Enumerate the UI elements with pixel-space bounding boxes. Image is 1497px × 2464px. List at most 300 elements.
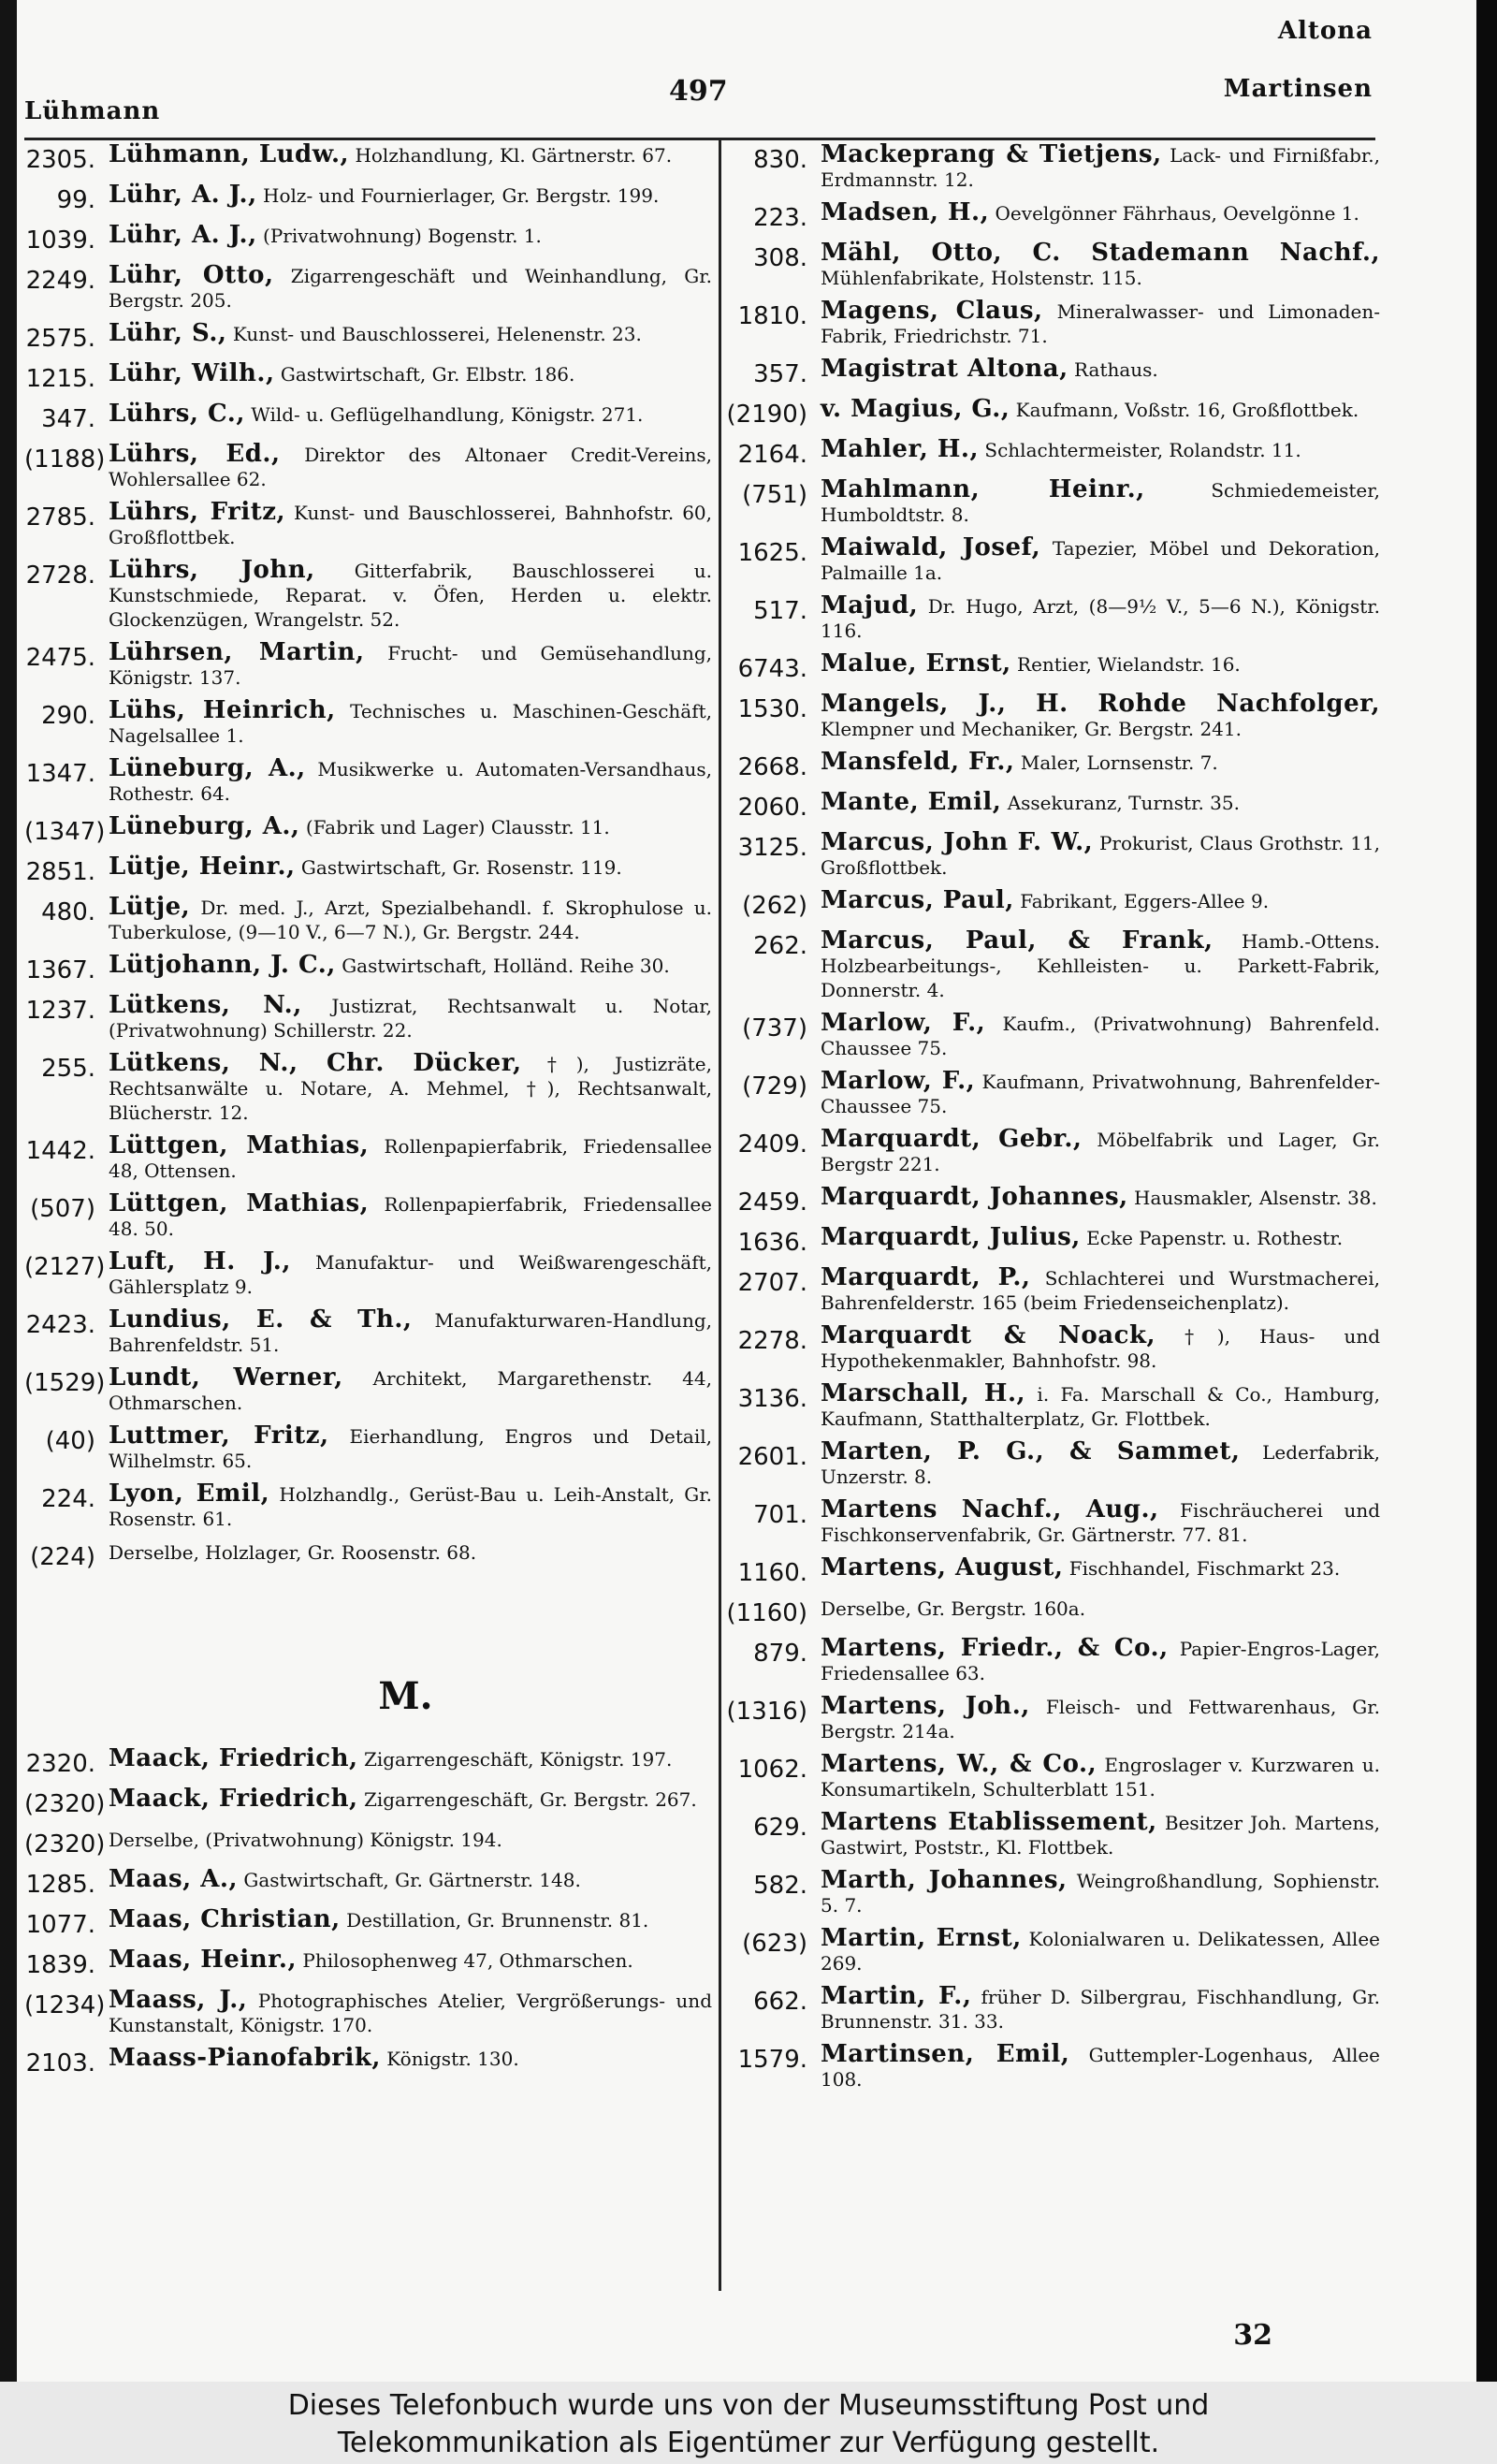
subscriber-name: Maas, Christian, xyxy=(109,1905,341,1933)
entry-text xyxy=(821,1555,1380,1581)
entry-text xyxy=(109,361,712,386)
archive-notice-line-1: Dieses Telefonbuch wurde uns von der Museumsstiftung Post und xyxy=(287,2389,1210,2422)
subscriber-details: (Fabrik und Lager) Clausstr. 11. xyxy=(305,816,610,838)
phone-number: 3136. xyxy=(737,1385,807,1413)
subscriber-name: Marlow, F., xyxy=(821,1009,986,1037)
entry-text xyxy=(109,1786,712,1812)
subscriber-name: Martens, Friedr., & Co., xyxy=(821,1634,1169,1662)
entry-text xyxy=(821,1439,1380,1489)
entry-text xyxy=(109,1249,712,1299)
entry-text xyxy=(821,1225,1380,1250)
directory-entry xyxy=(24,1786,712,1818)
directory-entry xyxy=(725,1752,1380,1801)
subscriber-name: Lütkens, N., xyxy=(109,991,302,1019)
archive-notice xyxy=(0,2382,1497,2464)
directory-entry xyxy=(725,1323,1380,1373)
phone-number: (1160) xyxy=(726,1599,807,1627)
phone-number: 2409. xyxy=(737,1130,807,1159)
directory-entry xyxy=(24,142,712,174)
subscriber-details: Fleisch- und Fettwarenhaus, Gr. Bergstr. 214a. xyxy=(821,1696,1380,1742)
phone-number: (1529) xyxy=(24,1369,106,1397)
subscriber-name: Madsen, H., xyxy=(821,198,990,226)
subscriber-details: Maler, Lornsenstr. 7. xyxy=(1020,751,1218,774)
directory-entry xyxy=(24,756,712,806)
subscriber-details: Kolonialwaren u. Delikatessen, Allee 269. xyxy=(821,1928,1381,1975)
subscriber-details: Fabrikant, Eggers-Allee 9. xyxy=(1020,890,1270,912)
subscriber-name: Martens, Joh., xyxy=(821,1692,1030,1720)
subscriber-name: Maass-Pianofabrik, xyxy=(109,2044,381,2072)
subscriber-details: Besitzer Joh. Martens, Gastwirt, Poststr., Kl. Flottbek. xyxy=(821,1812,1381,1859)
phone-number: (224) xyxy=(30,1543,95,1571)
entry-text xyxy=(109,2046,712,2071)
column-divider xyxy=(719,139,721,2291)
directory-entry xyxy=(24,1191,712,1241)
entry-text xyxy=(109,854,712,880)
entry-text xyxy=(821,2042,1380,2092)
subscriber-details: Assekuranz, Turnstr. 35. xyxy=(1007,792,1240,814)
entry-text xyxy=(109,1423,712,1473)
phone-number: (2320) xyxy=(24,1790,106,1818)
directory-entry xyxy=(725,477,1380,527)
entry-text xyxy=(109,1827,712,1852)
subscriber-details: Ecke Papenstr. u. Rothestr. xyxy=(1086,1227,1344,1249)
entry-text xyxy=(109,1307,712,1357)
subscriber-name: Luft, H. J., xyxy=(109,1247,291,1276)
subscriber-name: Luttmer, Fritz, xyxy=(109,1422,329,1450)
entry-text xyxy=(821,790,1380,815)
subscriber-name: Martens Etablissement, xyxy=(821,1808,1157,1836)
subscriber-name: Lütkens, N., Chr. Dücker, xyxy=(109,1049,522,1077)
phone-number: 2601. xyxy=(737,1443,807,1471)
subscriber-details: Rollenpapierfabrik, Friedensallee 48, Ottensen. xyxy=(109,1135,713,1182)
subscriber-details: Papier-Engros-Lager, Friedensallee 63. xyxy=(821,1638,1381,1684)
subscriber-details: †), Haus- und Hypothekenmakler, Bahnhofstr. 98. xyxy=(821,1325,1381,1372)
phone-number: 1839. xyxy=(25,1951,95,1979)
page-edge-left xyxy=(0,0,17,2382)
subscriber-details: Holzhandlung, Kl. Gärtnerstr. 67. xyxy=(355,144,673,167)
subscriber-name: Lütje, xyxy=(109,893,191,921)
entry-text xyxy=(821,477,1380,527)
subscriber-details: Direktor des Altonaer Credit-Vereins, Wohlersallee 62. xyxy=(109,444,712,490)
subscriber-name: Lühmann, Ludw., xyxy=(109,140,350,168)
subscriber-details: Rollenpapierfabrik, Friedensallee 48. 50. xyxy=(109,1193,713,1240)
phone-number: 2305. xyxy=(25,146,95,174)
subscriber-details: Fischhandel, Fischmarkt 23. xyxy=(1068,1557,1341,1580)
directory-entry xyxy=(725,241,1380,290)
subscriber-details: Prokurist, Claus Grothstr. 11, Großflottbek. xyxy=(821,832,1380,879)
subscriber-details: Derselbe, Gr. Bergstr. 160a. xyxy=(821,1597,1086,1620)
entry-text xyxy=(821,142,1380,192)
subscriber-name: Lyon, Emil, xyxy=(109,1480,270,1508)
entry-text xyxy=(821,1127,1380,1176)
phone-number: (1347) xyxy=(24,818,106,846)
entry-text xyxy=(109,1191,712,1241)
subscriber-name: Majud, xyxy=(821,591,919,620)
phone-number: 1062. xyxy=(737,1756,807,1784)
phone-number: 2320. xyxy=(25,1750,95,1778)
directory-entry xyxy=(24,1947,712,1979)
entry-text xyxy=(821,1265,1380,1315)
subscriber-details: Rentier, Wielandstr. 16. xyxy=(1017,653,1241,676)
phone-number: 357. xyxy=(753,360,807,388)
subscriber-details: Musikwerke u. Automaten-Versandhaus, Rothestr. 64. xyxy=(109,758,712,805)
phone-number: 6743. xyxy=(737,655,807,683)
running-head-right: Martinsen xyxy=(1223,75,1373,103)
section-letter: M. xyxy=(378,1674,433,1718)
directory-entry xyxy=(24,1133,712,1183)
phone-number: 308. xyxy=(753,244,807,272)
subscriber-details: Kunst- und Bauschlosserei, Bahnhofstr. 60, Großflottbek. xyxy=(109,502,712,548)
subscriber-name: Maiwald, Josef, xyxy=(821,533,1041,561)
directory-entry xyxy=(24,993,712,1042)
right-column xyxy=(725,142,1380,2100)
directory-entry xyxy=(24,1051,712,1125)
phone-number: 1039. xyxy=(25,226,95,255)
subscriber-details: Lack- und Firnißfabr., Erdmannstr. 12. xyxy=(821,144,1381,191)
subscriber-name: Marten, P. G., & Sammet, xyxy=(821,1437,1241,1465)
subscriber-details: Kaufm., (Privatwohnung) Bahrenfeld. Chaussee 75. xyxy=(821,1013,1381,1059)
subscriber-name: Marcus, Paul, & Frank, xyxy=(821,926,1214,955)
subscriber-details: Gitterfabrik, Bauschlosserei u. Kunstschmiede, Reparat. v. Öfen, Herden u. elektr. Glockenzügen, Wrangelstr. 52. xyxy=(109,560,712,631)
subscriber-name: Mansfeld, Fr., xyxy=(821,748,1015,776)
phone-number: 255. xyxy=(41,1055,95,1083)
phone-number: 2575. xyxy=(25,325,95,353)
subscriber-details: Fischräucherei und Fischkonservenfabrik, Gr. Gärtnerstr. 77. 81. xyxy=(821,1499,1381,1546)
subscriber-name: Mackeprang & Tietjens, xyxy=(821,140,1162,168)
directory-entry xyxy=(24,1481,712,1531)
entry-text xyxy=(109,756,712,806)
phone-number: (2127) xyxy=(24,1253,106,1281)
entry-text xyxy=(109,1947,712,1973)
directory-entry xyxy=(24,1827,712,1859)
phone-number: 1215. xyxy=(25,365,95,393)
phone-number: (751) xyxy=(742,481,807,509)
phone-number: (623) xyxy=(742,1930,807,1958)
subscriber-name: Marlow, F., xyxy=(821,1067,976,1095)
entry-text xyxy=(109,1907,712,1932)
subscriber-name: Lühr, Otto, xyxy=(109,261,274,289)
phone-number: 1810. xyxy=(737,302,807,330)
entry-text xyxy=(109,223,712,248)
entry-text xyxy=(821,1810,1380,1859)
subscriber-name: Lundius, E. & Th., xyxy=(109,1305,413,1334)
entry-text xyxy=(109,1539,712,1565)
directory-entry xyxy=(725,593,1380,643)
directory-entry xyxy=(24,953,712,984)
directory-entry xyxy=(24,321,712,353)
subscriber-name: Marquardt, Johannes, xyxy=(821,1183,1128,1211)
entry-text xyxy=(821,1636,1380,1685)
phone-number: (2190) xyxy=(726,401,807,429)
phone-number: 1237. xyxy=(25,997,95,1025)
subscriber-details: Kaufmann, Voßstr. 16, Großflottbek. xyxy=(1015,399,1359,421)
subscriber-details: früher D. Silbergrau, Fischhandlung, Gr. Brunnenstr. 31. 33. xyxy=(821,1986,1380,2033)
subscriber-details: Hausmakler, Alsenstr. 38. xyxy=(1134,1187,1377,1209)
subscriber-name: Lüttgen, Mathias, xyxy=(109,1189,370,1217)
directory-entry xyxy=(24,442,712,491)
subscriber-details: Weingroßhandlung, Sophienstr. 5. 7. xyxy=(821,1870,1381,1917)
subscriber-details: Zigarrengeschäft und Weinhandlung, Gr. Bergstr. 205. xyxy=(109,265,712,312)
subscriber-details: Lederfabrik, Unzerstr. 8. xyxy=(821,1441,1380,1488)
phone-number: 2785. xyxy=(25,503,95,532)
subscriber-details: i. Fa. Marschall & Co., Hamburg, Kaufmann, Statthalterplatz, Gr. Flottbek. xyxy=(821,1383,1380,1430)
subscriber-details: Klempner und Mechaniker, Gr. Bergstr. 241. xyxy=(821,718,1242,740)
subscriber-name: Malue, Ernst, xyxy=(821,649,1011,678)
subscriber-name: Mante, Emil, xyxy=(821,788,1002,816)
entry-text xyxy=(821,1069,1380,1118)
subscriber-name: Martens Nachf., Aug., xyxy=(821,1495,1159,1524)
entry-text xyxy=(821,1752,1380,1801)
directory-entry xyxy=(725,397,1380,429)
subscriber-name: Maas, Heinr., xyxy=(109,1946,298,1974)
subscriber-name: Maack, Friedrich, xyxy=(109,1785,358,1813)
directory-entry xyxy=(725,1439,1380,1489)
subscriber-name: Martens, W., & Co., xyxy=(821,1750,1097,1778)
directory-entry xyxy=(725,651,1380,683)
directory-entry xyxy=(725,2042,1380,2092)
subscriber-details: Dr. Hugo, Arzt, (8—9½ V., 5—6 N.), Königstr. 116. xyxy=(821,595,1381,642)
directory-entry xyxy=(725,692,1380,741)
subscriber-details: Hamb.-Ottens. Holzbearbeitungs-, Kehlleisten- u. Parkett-Fabrik, Donnerstr. 4. xyxy=(821,930,1380,1001)
phone-number: 1625. xyxy=(737,539,807,567)
phone-number: 517. xyxy=(753,597,807,625)
phone-number: 1160. xyxy=(737,1559,807,1587)
entry-text xyxy=(109,321,712,346)
phone-number: (2320) xyxy=(24,1830,106,1859)
phone-number: 1579. xyxy=(737,2046,807,2074)
phone-number: 2278. xyxy=(737,1327,807,1355)
directory-entry xyxy=(24,1746,712,1778)
phone-number: 2668. xyxy=(737,753,807,781)
entry-text xyxy=(109,1867,712,1892)
directory-entry xyxy=(725,1868,1380,1917)
entry-text xyxy=(109,640,712,690)
phone-number: 2164. xyxy=(737,441,807,469)
entry-text xyxy=(821,1596,1380,1621)
directory-entry xyxy=(725,1596,1380,1627)
directory-entry xyxy=(24,1307,712,1357)
entry-text xyxy=(821,692,1380,741)
entry-text xyxy=(821,357,1380,382)
subscriber-name: Marcus, Paul, xyxy=(821,886,1014,914)
phone-number: 1530. xyxy=(737,695,807,723)
phone-number: 347. xyxy=(41,405,95,433)
subscriber-name: Lühr, A. J., xyxy=(109,221,257,249)
subscriber-name: Magistrat Altona, xyxy=(821,355,1068,383)
subscriber-details: Guttempler-Logenhaus, Allee 108. xyxy=(821,2044,1381,2091)
phone-number: 3125. xyxy=(737,834,807,862)
subscriber-name: Lundt, Werner, xyxy=(109,1363,343,1392)
subscriber-details: Möbelfabrik und Lager, Gr. Bergstr 221. xyxy=(821,1129,1380,1175)
phone-number: 1077. xyxy=(25,1911,95,1939)
entry-text xyxy=(109,182,712,208)
subscriber-name: Martens, August, xyxy=(821,1553,1064,1582)
subscriber-details: Kaufmann, Privatwohnung, Bahrenfelder-Chaussee 75. xyxy=(821,1071,1381,1117)
subscriber-details: Zigarrengeschäft, Königstr. 197. xyxy=(363,1748,673,1771)
entry-text xyxy=(821,1011,1380,1060)
entry-text xyxy=(109,814,712,839)
directory-entry xyxy=(725,535,1380,585)
subscriber-name: Marth, Johannes, xyxy=(821,1866,1068,1894)
entry-text xyxy=(821,535,1380,585)
entry-text xyxy=(821,437,1380,462)
directory-entry xyxy=(725,437,1380,469)
archive-notice-line-2: Telekommunikation als Eigentümer zur Verfügung gestellt. xyxy=(337,2427,1160,2459)
directory-entry xyxy=(725,357,1380,388)
subscriber-details: Schlachterei und Wurstmacherei, Bahrenfelderstr. 165 (beim Friedenseichenplatz). xyxy=(821,1267,1381,1314)
directory-entry xyxy=(725,200,1380,232)
phone-number: (1316) xyxy=(726,1698,807,1726)
directory-entry xyxy=(24,182,712,214)
entry-text xyxy=(821,750,1380,775)
subscriber-details: Schlachtermeister, Rolandstr. 11. xyxy=(984,439,1301,461)
subscriber-name: Lührs, John, xyxy=(109,556,315,584)
phone-number: 2060. xyxy=(737,794,807,822)
subscriber-details: Mühlenfabrikate, Holstenstr. 115. xyxy=(821,267,1142,289)
entry-text xyxy=(109,953,712,978)
left-column xyxy=(24,142,712,2086)
subscriber-details: Justizrat, Rechtsanwalt u. Notar, (Privatwohnung) Schillerstr. 22. xyxy=(109,995,713,1042)
phone-number: 2103. xyxy=(25,2049,95,2078)
phone-number: (262) xyxy=(742,892,807,920)
entry-text xyxy=(821,1381,1380,1431)
subscriber-details: Gastwirtschaft, Gr. Rosenstr. 119. xyxy=(300,856,622,879)
directory-entry xyxy=(24,698,712,748)
entry-text xyxy=(821,1497,1380,1547)
subscriber-details: Rathaus. xyxy=(1074,358,1158,381)
entry-text xyxy=(109,263,712,313)
entry-text xyxy=(821,830,1380,880)
phone-number: 2475. xyxy=(25,644,95,672)
subscriber-details: Derselbe, (Privatwohnung) Königstr. 194. xyxy=(109,1829,502,1851)
subscriber-name: Martinsen, Emil, xyxy=(821,2040,1070,2068)
phone-number: 2707. xyxy=(737,1269,807,1297)
subscriber-name: Lühr, A. J., xyxy=(109,181,257,209)
phone-number: (40) xyxy=(45,1427,95,1455)
directory-entry xyxy=(725,1225,1380,1257)
subscriber-details: Kunst- und Bauschlosserei, Helenenstr. 23. xyxy=(232,323,642,345)
entry-text xyxy=(109,895,712,944)
phone-number: 1636. xyxy=(737,1229,807,1257)
subscriber-details: (Privatwohnung) Bogenstr. 1. xyxy=(263,225,542,247)
subscriber-details: Engroslager v. Kurzwaren u. Konsumartikeln, Schulterblatt 151. xyxy=(821,1754,1381,1801)
entry-text xyxy=(821,1323,1380,1373)
phone-number: 582. xyxy=(753,1872,807,1900)
entry-text xyxy=(821,397,1380,422)
directory-entry xyxy=(725,888,1380,920)
subscriber-name: Mangels, J., H. Rohde Nachfolger, xyxy=(821,690,1380,718)
phone-number: (507) xyxy=(30,1195,95,1223)
phone-number: 701. xyxy=(753,1501,807,1529)
subscriber-name: Mahler, H., xyxy=(821,435,980,463)
subscriber-details: Dr. med. J., Arzt, Spezialbehandl. f. Skrophulose u. Tuberkulose, (9—10 V., 6—7 N.), Gr. Bergstr. 244. xyxy=(109,897,712,943)
directory-entry xyxy=(24,1249,712,1299)
subscriber-details: Tapezier, Möbel und Dekoration, Palmaille 1a. xyxy=(821,537,1380,584)
entry-text xyxy=(821,1984,1380,2034)
subscriber-details: Wild- u. Geflügelhandlung, Königstr. 271. xyxy=(251,403,644,426)
directory-entry xyxy=(725,1185,1380,1217)
entry-text xyxy=(109,500,712,549)
subscriber-details: Technisches u. Maschinen-Geschäft, Nagelsallee 1. xyxy=(109,700,713,747)
subscriber-name: Marquardt, P., xyxy=(821,1263,1031,1291)
directory-entry xyxy=(24,500,712,549)
subscriber-name: Lührs, Ed., xyxy=(109,440,281,468)
phone-number: 2851. xyxy=(25,858,95,886)
running-head-left: Lühmann xyxy=(24,97,161,125)
directory-entry xyxy=(725,790,1380,822)
entry-text xyxy=(821,593,1380,643)
entry-text xyxy=(109,1365,712,1415)
directory-entry xyxy=(725,1127,1380,1176)
directory-entry xyxy=(24,854,712,886)
directory-entry xyxy=(24,1365,712,1415)
phone-number: 2423. xyxy=(25,1311,95,1339)
entry-text xyxy=(821,200,1380,226)
subscriber-name: Marschall, H., xyxy=(821,1379,1026,1407)
entry-text xyxy=(109,1481,712,1531)
phone-number: (1234) xyxy=(24,1991,106,2019)
subscriber-name: v. Magius, G., xyxy=(821,395,1010,423)
phone-number: 290. xyxy=(41,702,95,730)
subscriber-details: Königstr. 130. xyxy=(386,2048,519,2070)
page-number: 497 xyxy=(669,75,728,108)
entry-text xyxy=(109,1051,712,1125)
subscriber-details: Zigarrengeschäft, Gr. Bergstr. 267. xyxy=(363,1788,697,1811)
directory-entry xyxy=(725,1069,1380,1118)
directory-entry xyxy=(24,640,712,690)
phone-number: 662. xyxy=(753,1988,807,2016)
entry-text xyxy=(821,928,1380,1002)
directory-entry xyxy=(24,1867,712,1899)
directory-entry xyxy=(24,1423,712,1473)
entry-text xyxy=(109,442,712,491)
subscriber-details: Manufaktur- und Weißwarengeschäft, Gählersplatz 9. xyxy=(109,1251,713,1298)
subscriber-name: Maass, J., xyxy=(109,1986,248,2014)
subscriber-name: Lührs, C., xyxy=(109,400,245,428)
directory-entry xyxy=(24,401,712,433)
phone-number: 2249. xyxy=(25,267,95,295)
entry-text xyxy=(821,888,1380,913)
directory-entry xyxy=(725,1984,1380,2034)
subscriber-details: Mineralwasser- und Limonaden-Fabrik, Friedrichstr. 71. xyxy=(821,300,1380,347)
subscriber-name: Lütje, Heinr., xyxy=(109,853,296,881)
directory-entry xyxy=(24,1988,712,2037)
subscriber-details: Destillation, Gr. Brunnenstr. 81. xyxy=(346,1909,649,1932)
directory-entry xyxy=(725,1636,1380,1685)
phone-number: (737) xyxy=(742,1014,807,1042)
entry-text xyxy=(821,1926,1380,1976)
directory-entry xyxy=(725,299,1380,348)
subscriber-details: Manufakturwaren-Handlung, Bahrenfeldstr. 51. xyxy=(109,1309,712,1356)
directory-entry xyxy=(24,223,712,255)
subscriber-name: Marquardt, Gebr., xyxy=(821,1125,1083,1153)
subscriber-details: Eierhandlung, Engros und Detail, Wilhelmstr. 65. xyxy=(109,1425,713,1472)
subscriber-name: Mähl, Otto, C. Stademann Nachf., xyxy=(821,239,1380,267)
phone-number: 224. xyxy=(41,1485,95,1513)
directory-entry xyxy=(725,750,1380,781)
directory-entry xyxy=(725,1555,1380,1587)
page-edge-right xyxy=(1476,0,1497,2382)
directory-entry xyxy=(24,558,712,632)
entry-text xyxy=(821,651,1380,677)
subscriber-name: Mahlmann, Heinr., xyxy=(821,475,1145,503)
subscriber-name: Lüttgen, Mathias, xyxy=(109,1131,370,1159)
directory-entry xyxy=(725,1810,1380,1859)
subscriber-name: Lütjohann, J. C., xyxy=(109,951,336,979)
subscriber-name: Lühs, Heinrich, xyxy=(109,696,336,724)
phone-number: 99. xyxy=(56,186,95,214)
entry-text xyxy=(821,299,1380,348)
